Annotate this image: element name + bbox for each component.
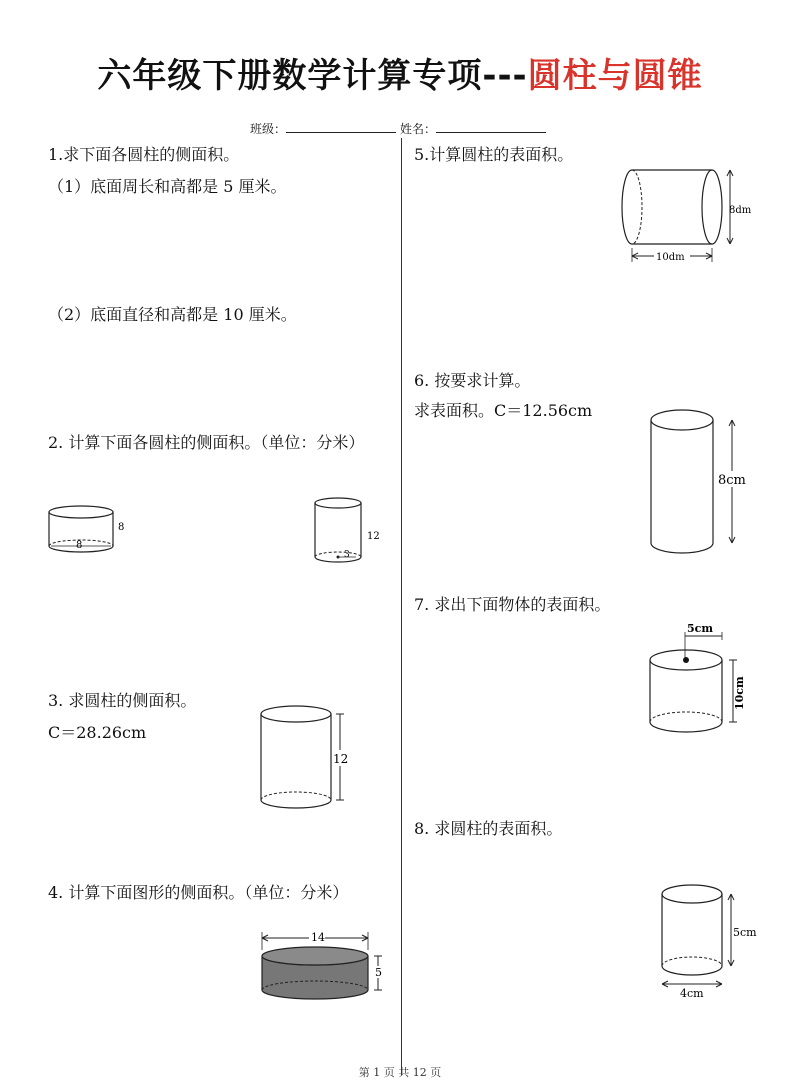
class-label: 班级：	[249, 122, 286, 136]
q3-title: 3. 求圆柱的侧面积。	[48, 691, 197, 710]
q8-cylinder	[660, 880, 770, 1005]
q2-cylinder-b	[314, 495, 394, 570]
q8-diameter-label: 4cm	[680, 987, 704, 1000]
q7-title: 7. 求出下面物体的表面积。	[414, 595, 611, 614]
q1-title: 1.求下面各圆柱的侧面积。	[48, 145, 240, 164]
q2-title: 2. 计算下面各圆柱的侧面积。（单位：分米）	[48, 433, 365, 452]
q7-radius-label: 5cm	[687, 622, 713, 635]
page-footer: 第 1 页 共 12 页	[358, 1066, 442, 1079]
q5-length-label: 10dm	[656, 252, 685, 263]
q6-height-label: 8cm	[718, 473, 746, 488]
q5-title: 5.计算圆柱的表面积。	[414, 145, 574, 164]
q2-cylinder-a	[48, 500, 138, 560]
q2a-height-label: 8	[118, 522, 125, 533]
name-label: 姓名：	[400, 122, 437, 136]
q4-title: 4. 计算下面图形的侧面积。（单位：分米）	[48, 883, 349, 902]
q5-height-label: 8dm	[729, 205, 752, 216]
q7-cylinder	[645, 618, 755, 738]
q4-diameter-label: 14	[311, 931, 325, 944]
title-highlight: 圆柱与圆锥	[527, 56, 703, 96]
q3-cylinder	[260, 700, 360, 815]
name-blank[interactable]	[436, 120, 546, 133]
q1-part1: （1）底面周长和高都是 5 厘米。	[48, 177, 287, 196]
q2b-height-label: 12	[367, 531, 380, 542]
q6-title: 6. 按要求计算。	[414, 371, 531, 390]
q4-height-label: 5	[375, 966, 382, 979]
student-info	[0, 120, 800, 137]
column-divider	[401, 138, 402, 1075]
title-main: 六年级下册数学计算专项---	[97, 56, 528, 96]
q6-cylinder	[650, 405, 760, 555]
page-title	[0, 48, 800, 97]
q4-shaded-cylinder	[258, 928, 393, 1008]
q1-part2: （2）底面直径和高都是 10 厘米。	[48, 305, 297, 324]
q2b-radius-label: 3	[344, 550, 350, 560]
q6-sub: 求表面积。C＝12.56cm	[414, 401, 593, 420]
q3-height-label: 12	[333, 752, 349, 766]
q2a-diameter-label: 8	[76, 540, 83, 551]
class-blank[interactable]	[286, 120, 396, 133]
q5-horizontal-cylinder	[620, 168, 760, 268]
q7-height-label: 10cm	[733, 676, 746, 710]
q8-height-label: 5cm	[733, 926, 757, 939]
q8-title: 8. 求圆柱的表面积。	[414, 819, 563, 838]
q3-given: C＝28.26cm	[48, 723, 147, 742]
